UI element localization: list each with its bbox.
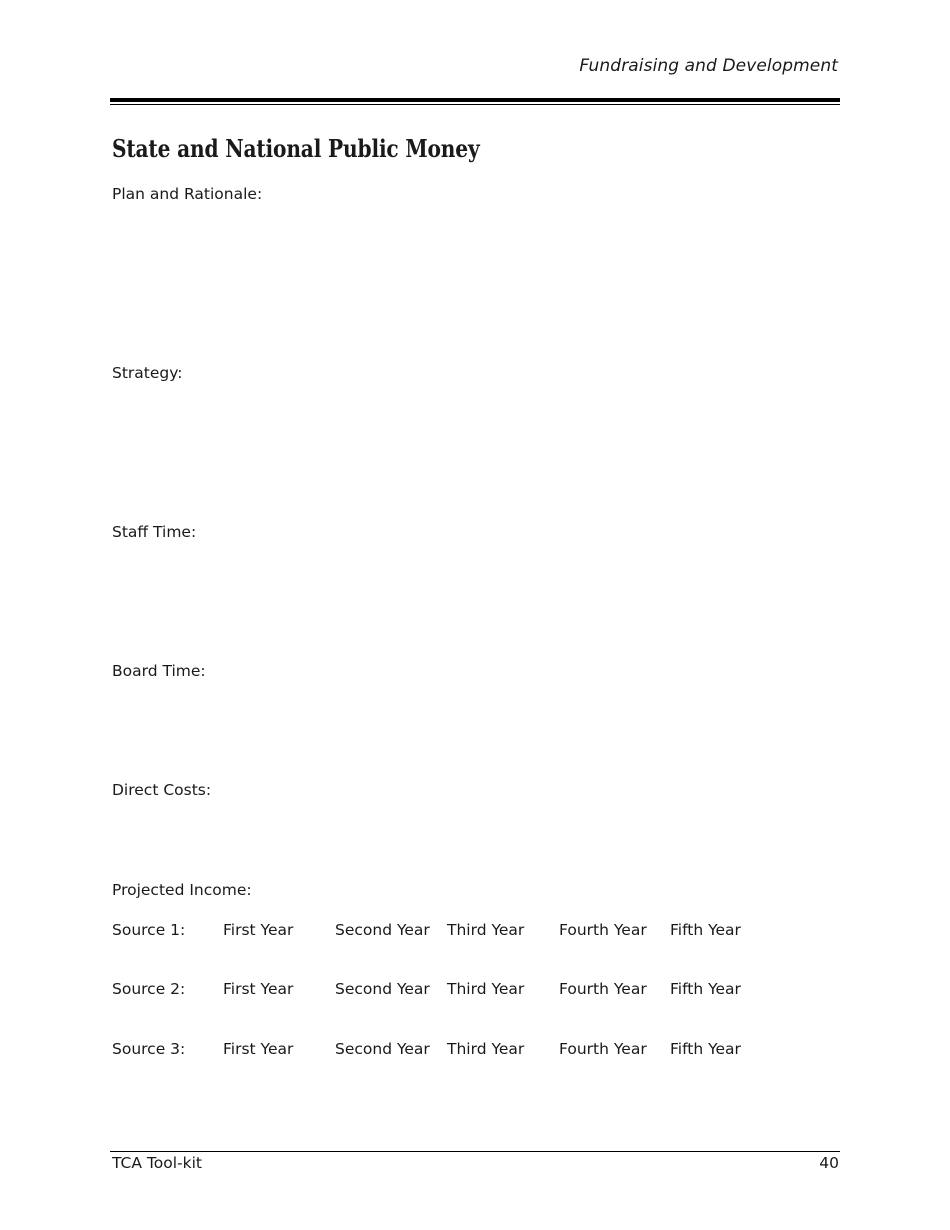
income-year-2: Second Year bbox=[335, 921, 430, 939]
income-year-3: Third Year bbox=[447, 980, 525, 998]
income-year-3: Third Year bbox=[447, 1040, 525, 1058]
income-year-4: Fourth Year bbox=[559, 980, 647, 998]
footer-rule bbox=[110, 1151, 840, 1152]
page-title: State and National Public Money bbox=[112, 134, 480, 163]
income-source-label: Source 2: bbox=[112, 980, 186, 998]
page-number: 40 bbox=[819, 1154, 839, 1172]
projected-income-label: Projected Income: bbox=[112, 881, 252, 899]
income-year-4: Fourth Year bbox=[559, 921, 647, 939]
income-year-2: Second Year bbox=[335, 980, 430, 998]
footer-doc-name: TCA Tool-kit bbox=[112, 1154, 202, 1172]
board-time-label: Board Time: bbox=[112, 662, 206, 680]
header-rule-thick bbox=[110, 98, 840, 102]
header-rule-thin bbox=[110, 104, 840, 105]
income-year-5: Fifth Year bbox=[670, 980, 741, 998]
income-year-5: Fifth Year bbox=[670, 1040, 741, 1058]
income-year-2: Second Year bbox=[335, 1040, 430, 1058]
plan-and-rationale-label: Plan and Rationale: bbox=[112, 185, 263, 203]
income-year-4: Fourth Year bbox=[559, 1040, 647, 1058]
income-year-5: Fifth Year bbox=[670, 921, 741, 939]
income-year-1: First Year bbox=[223, 1040, 294, 1058]
income-source-label: Source 3: bbox=[112, 1040, 186, 1058]
direct-costs-label: Direct Costs: bbox=[112, 781, 212, 799]
income-source-label: Source 1: bbox=[112, 921, 186, 939]
income-year-1: First Year bbox=[223, 921, 294, 939]
running-header: Fundraising and Development bbox=[579, 56, 838, 76]
income-year-3: Third Year bbox=[447, 921, 525, 939]
income-year-1: First Year bbox=[223, 980, 294, 998]
staff-time-label: Staff Time: bbox=[112, 523, 197, 541]
strategy-label: Strategy: bbox=[112, 364, 183, 382]
